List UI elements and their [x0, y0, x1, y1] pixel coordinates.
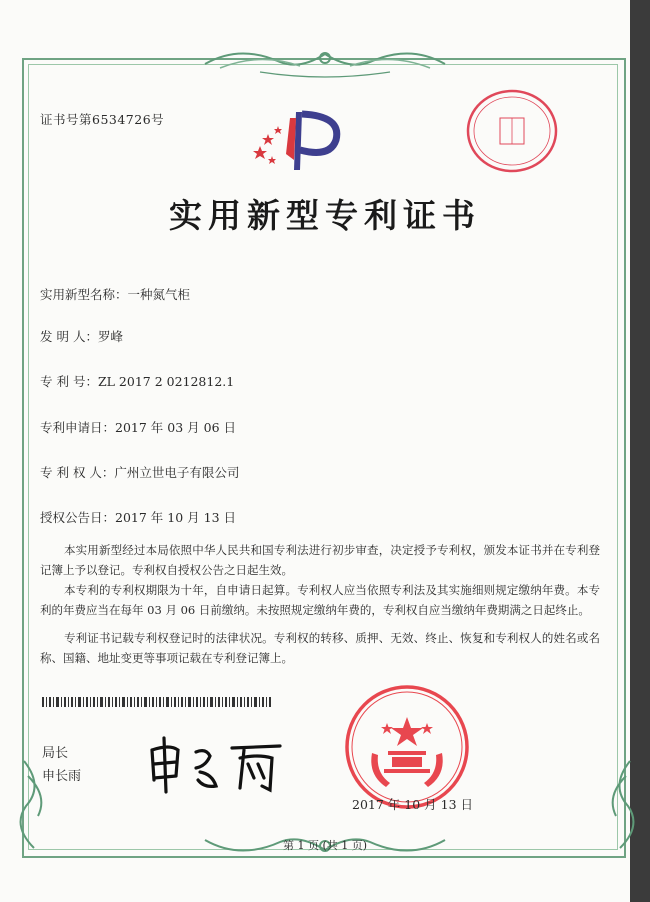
field-value: 2017 年 10 月 13 日 — [115, 510, 237, 525]
field-label: 专 利 权 人： — [40, 465, 115, 480]
field-value: 罗峰 — [97, 329, 123, 344]
field-inventor — [40, 327, 123, 345]
field-utility-model-name — [40, 285, 190, 303]
certificate-body-text — [40, 540, 600, 668]
certificate-title: 实用新型专利证书 — [169, 196, 481, 235]
signatory-name: 申长雨 — [42, 769, 82, 784]
paragraph-legal-status: 专利证书记载专利权登记时的法律状况。专利权的转移、质押、无效、终止、恢复和专利权人的姓名或名称、国籍、地址变更等事项记载在专利登记簿上。 — [40, 631, 600, 665]
handwritten-signature — [140, 728, 290, 798]
field-value: ZL 2017 2 0212812.1 — [97, 374, 235, 389]
field-value: 2017 年 03 月 06 日 — [115, 420, 237, 435]
cnipa-logo-icon — [250, 104, 350, 174]
national-ip-office-seal — [342, 683, 472, 811]
top-ornament — [200, 44, 450, 78]
certificate-inner-border — [28, 64, 618, 850]
field-label: 实用新型名称： — [40, 287, 128, 302]
field-patentee — [40, 463, 239, 481]
field-label: 授权公告日： — [40, 510, 116, 525]
certificate-number: 证书号第6534726号 — [40, 112, 165, 127]
tax-stamp-seal — [462, 86, 562, 176]
page-footer: 第 1 页 (共 1 页) — [282, 839, 368, 852]
field-patent-number — [40, 372, 234, 390]
field-label: 专 利 号： — [40, 374, 98, 389]
field-value: 广州立世电子有限公司 — [114, 465, 240, 480]
field-value: 一种氮气柜 — [127, 287, 191, 302]
field-label: 专利申请日： — [40, 420, 116, 435]
field-grant-date — [40, 508, 236, 526]
issue-date: 2017 年 10 月 13 日 — [352, 797, 473, 812]
field-application-date — [40, 418, 236, 436]
barcode — [42, 697, 272, 707]
field-label: 发 明 人： — [40, 329, 98, 344]
paragraph-term: 本专利的专利权期限为十年，自申请日起算。专利权人应当依照专利法及其实施细则规定缴纳年费。本专利的年费应当在每年 03 月 06 日前缴纳。未按照规定缴纳年费的，专利权自应当缴纳年费期满之日起终止。 — [40, 583, 600, 617]
paragraph-grant: 本实用新型经过本局依照中华人民共和国专利法进行初步审查，决定授予专利权，颁发本证书并在专利登记簿上予以登记。专利权自授权公告之日起生效。 — [40, 543, 600, 577]
signatory-role: 局长 — [42, 746, 69, 761]
